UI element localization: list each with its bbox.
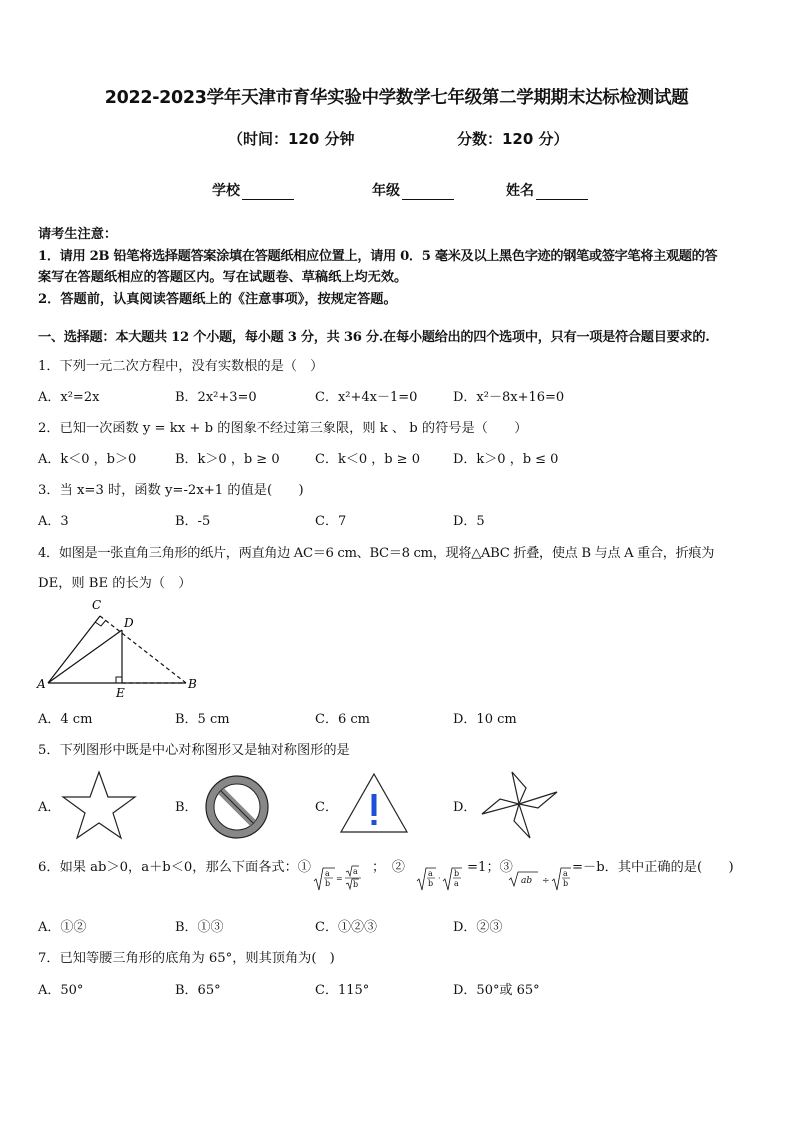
question-6-option-d[interactable]: D．②③	[453, 920, 503, 935]
formula-2	[416, 864, 466, 894]
question-4-stem-cont: DE，则 BE 的长为（ ）	[38, 576, 192, 591]
label-c: C	[92, 598, 102, 612]
question-6-stem-a: 6．如果 ab＞0，a＋b＜0，那么下面各式：①	[38, 860, 311, 875]
question-6-option-b[interactable]: B．①③	[175, 920, 224, 935]
svg-text:=: =	[336, 874, 343, 883]
section-title: 一、选择题：本大题共 12 个小题，每小题 3 分，共 36 分.在每小题给出的四个选项中，只有一项是符合题目要求的.	[38, 330, 710, 345]
svg-text:b: b	[353, 880, 359, 889]
question-5-option-a[interactable]: A．	[38, 800, 61, 815]
question-3-option-d[interactable]: D．5	[453, 514, 485, 529]
question-2-option-a[interactable]: A．k＜0 ，b＞0	[38, 452, 137, 467]
question-2-option-c[interactable]: C．k＜0 ，b ≥ 0	[315, 452, 420, 467]
name-field[interactable]	[506, 180, 588, 200]
question-1-option-a[interactable]: A．x²=2x	[38, 390, 100, 405]
svg-text:b: b	[428, 879, 434, 888]
question-4-option-c[interactable]: C．6 cm	[315, 712, 370, 727]
question-7-option-c[interactable]: C．115°	[315, 983, 370, 998]
exam-time: （时间：120 分钟	[228, 130, 355, 148]
question-7-option-b[interactable]: B．65°	[175, 983, 221, 998]
exam-score: 分数：120 分）	[457, 130, 569, 148]
question-1-stem: 1．下列一元二次方程中，没有实数根的是（ ）	[38, 359, 324, 374]
page-title: 2022-2023学年天津市育华实验中学数学七年级第二学期期末达标检测试题	[104, 88, 689, 108]
svg-text:b: b	[325, 879, 331, 888]
pinwheel-icon	[478, 766, 560, 842]
question-6-stem	[38, 856, 311, 875]
question-6-option-c[interactable]: C．①②③	[315, 920, 377, 935]
svg-text:a: a	[325, 869, 330, 878]
question-1-option-d[interactable]: D．x²－8x+16=0	[453, 390, 565, 405]
school-label: 学校	[212, 183, 240, 199]
question-1-option-b[interactable]: B．2x²+3=0	[175, 390, 257, 405]
formula-1	[313, 864, 365, 894]
triangle-fold-diagram	[34, 596, 204, 700]
question-3-option-c[interactable]: C．7	[315, 514, 347, 529]
question-4-option-d[interactable]: D．10 cm	[453, 712, 517, 727]
svg-text:b: b	[563, 879, 569, 888]
prohibition-sign-icon	[202, 772, 272, 842]
question-1-option-c[interactable]: C．x²+4x－1=0	[315, 390, 418, 405]
svg-text:b: b	[454, 869, 460, 878]
question-3-option-a[interactable]: A．3	[38, 514, 69, 529]
question-6-stem-d: =－b．其中正确的是( )	[572, 860, 734, 875]
question-4-option-b[interactable]: B．5 cm	[175, 712, 230, 727]
grade-label: 年级	[372, 183, 400, 199]
label-b: B	[188, 677, 197, 691]
question-3-option-b[interactable]: B．-5	[175, 514, 211, 529]
label-a: A	[37, 677, 46, 691]
question-5-option-d[interactable]: D．	[453, 800, 477, 815]
notice-item-1b: 案写在答题纸相应的答题区内。写在试题卷、草稿纸上均无效。	[38, 270, 408, 285]
question-3-stem: 3．当 x=3 时，函数 y=-2x+1 的值是( )	[38, 483, 304, 498]
warning-triangle-icon	[338, 770, 410, 836]
svg-text:a: a	[454, 879, 459, 888]
question-6-option-a[interactable]: A．①②	[38, 920, 87, 935]
question-5-option-b[interactable]: B．	[175, 800, 198, 815]
notice-heading: 请考生注意：	[38, 227, 118, 242]
svg-text:·: ·	[438, 874, 441, 883]
question-7-option-a[interactable]: A．50°	[38, 983, 84, 998]
label-e: E	[116, 686, 125, 700]
name-label: 姓名	[506, 183, 534, 199]
notice-item-1a: 1．请用 2B 铅笔将选择题答案涂填在答题纸相应位置上，请用 0．5 毫米及以上黑色字迹的钢笔或签字笔将主观题的答	[38, 248, 718, 264]
question-6-stem-c: =1；③	[467, 860, 513, 875]
question-4-option-a[interactable]: A．4 cm	[38, 712, 93, 727]
notice-block	[38, 224, 758, 310]
question-4-stem: 4．如图是一张直角三角形的纸片，两直角边 AC＝6 cm、BC＝8 cm，现将△ABC 折叠，使点 B 与点 A 重合，折痕为	[38, 546, 715, 561]
question-7-stem: 7．已知等腰三角形的底角为 65°，则其顶角为( )	[38, 951, 335, 966]
question-7-option-d[interactable]: D．50°或 65°	[453, 983, 540, 998]
star-icon	[60, 768, 138, 840]
label-d: D	[124, 616, 134, 630]
svg-text:a: a	[563, 869, 568, 878]
grade-field[interactable]	[372, 180, 454, 200]
question-2-option-b[interactable]: B．k＞0 ，b ≥ 0	[175, 452, 280, 467]
question-2-option-d[interactable]: D．k＞0 ，b ≤ 0	[453, 452, 559, 467]
school-field[interactable]	[212, 180, 294, 200]
question-2-stem: 2．已知一次函数 y = kx + b 的图象不经过第三象限，则 k 、 b 的符号是（ ）	[38, 421, 528, 436]
question-5-stem: 5．下列图形中既是中心对称图形又是轴对称图形的是	[38, 743, 350, 758]
notice-item-2: 2．答题前，认真阅读答题纸上的《注意事项》，按规定答题。	[38, 291, 397, 307]
svg-text:ab: ab	[521, 876, 533, 886]
formula-3	[508, 864, 574, 894]
svg-text:a: a	[353, 867, 358, 876]
question-6-stem-b: ； ②	[372, 860, 405, 875]
svg-text:÷: ÷	[542, 876, 550, 886]
question-5-option-c[interactable]: C．	[315, 800, 338, 815]
svg-text:a: a	[428, 869, 433, 878]
